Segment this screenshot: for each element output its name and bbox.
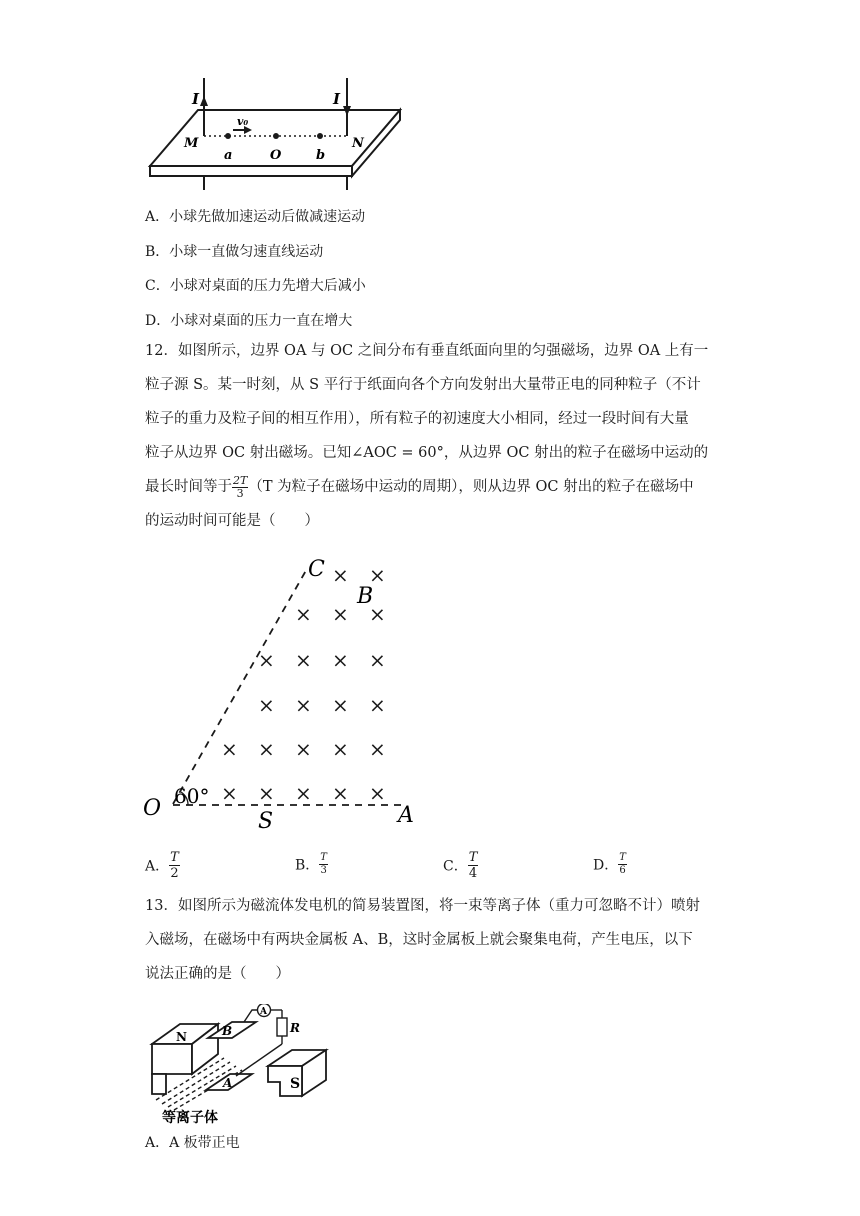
q12-line-1: 12．如图所示，边界 OA 与 OC 之间分布有垂直纸面向里的匀强磁场，边界 OA 上有一 [145, 343, 709, 359]
label-I-left: I [192, 90, 200, 108]
q12-line-6: 的运动时间可能是（ ） [145, 513, 319, 529]
label-angle-60: 60° [174, 784, 210, 808]
cross: × [295, 648, 312, 672]
figure-q12-magnetic-field [140, 552, 430, 842]
q12-line-4: 粒子从边界 OC 射出磁场。已知∠AOC = 60°，从边界 OC 射出的粒子在磁场中运动的 [145, 445, 709, 461]
label-N: N [176, 1030, 187, 1044]
q11-option-c: C．小球对桌面的压力先增大后减小 [145, 278, 366, 294]
figure-q13-mhd-generator [140, 1004, 340, 1124]
label-v0: v₀ [237, 115, 249, 128]
q12-option-b: B． $\frac{T}{3}$ [295, 852, 327, 876]
cross: × [332, 648, 349, 672]
label-S: S [290, 1076, 301, 1092]
question-13-text [145, 889, 715, 991]
label-plate-B: B [222, 1024, 233, 1038]
label-I-right: I [333, 90, 341, 108]
q12-option-c: C． $\frac{T}{4}$ [443, 850, 478, 881]
cross: × [369, 737, 386, 761]
cross: × [369, 563, 386, 587]
q11-option-b: B．小球一直做匀速直线运动 [145, 244, 324, 260]
cross: × [295, 602, 312, 626]
label-A: A [398, 803, 414, 828]
cross: × [332, 737, 349, 761]
cross: × [369, 648, 386, 672]
label-M: M [184, 136, 199, 151]
cross: × [258, 781, 275, 805]
label-C: C [308, 557, 325, 582]
q13-option-a: A．A 板带正电 [145, 1135, 240, 1151]
cross: × [258, 737, 275, 761]
fraction-2T-over-3: $\frac{2T}{3}$ [233, 473, 248, 500]
q12-line-2: 粒子源 S。某一时刻，从 S 平行于纸面向各个方向发射出大量带正电的同种粒子（不计 [145, 377, 701, 393]
q12-option-d: D． $\frac{T}{6}$ [593, 852, 626, 876]
cross: × [369, 693, 386, 717]
cross: × [221, 737, 238, 761]
q12-option-a: A． $\frac{T}{2}$ [145, 850, 179, 881]
q12-line-3: 粒子的重力及粒子间的相互作用），所有粒子的初速度大小相同，经过一段时间有大量 [145, 411, 689, 427]
caption-plasma: 等离子体 [162, 1110, 218, 1124]
cross: × [369, 781, 386, 805]
question-12-text [145, 334, 715, 538]
cross: × [332, 563, 349, 587]
cross: × [332, 602, 349, 626]
label-O: O [143, 796, 162, 821]
label-B: B [357, 584, 374, 609]
q13-line-2: 入磁场，在磁场中有两块金属板 A、B，这时金属板上就会聚集电荷，产生电压，以下 [145, 932, 693, 948]
cross: × [332, 693, 349, 717]
cross: × [295, 737, 312, 761]
q11-option-a: A．小球先做加速运动后做减速运动 [145, 209, 366, 225]
cross: × [295, 693, 312, 717]
q13-line-3: 说法正确的是（ ） [145, 966, 290, 982]
cross: × [221, 781, 238, 805]
cross: × [295, 781, 312, 805]
label-plate-A: A [223, 1076, 233, 1090]
q12-line-5: 最长时间等于 $\frac{2T}{3}$ （T 为粒子在磁场中运动的周期），则从边界 OC 射出的粒子在磁场中 [145, 473, 694, 500]
label-S: S [258, 809, 274, 834]
label-N: N [352, 136, 364, 151]
q11-option-d: D．小球对桌面的压力一直在增大 [145, 313, 353, 329]
label-ammeter-A: A [260, 1007, 267, 1017]
cross: × [258, 693, 275, 717]
figure-q11-table-wires [140, 70, 410, 195]
cross: × [258, 648, 275, 672]
label-O: O [270, 148, 282, 163]
label-b: b [316, 148, 326, 163]
label-a: a [224, 148, 233, 163]
q13-line-1: 13．如图所示为磁流体发电机的简易装置图，将一束等离子体（重力可忽略不计）喷射 [145, 898, 700, 914]
cross: × [369, 602, 386, 626]
label-R: R [290, 1021, 300, 1035]
cross: × [332, 781, 349, 805]
